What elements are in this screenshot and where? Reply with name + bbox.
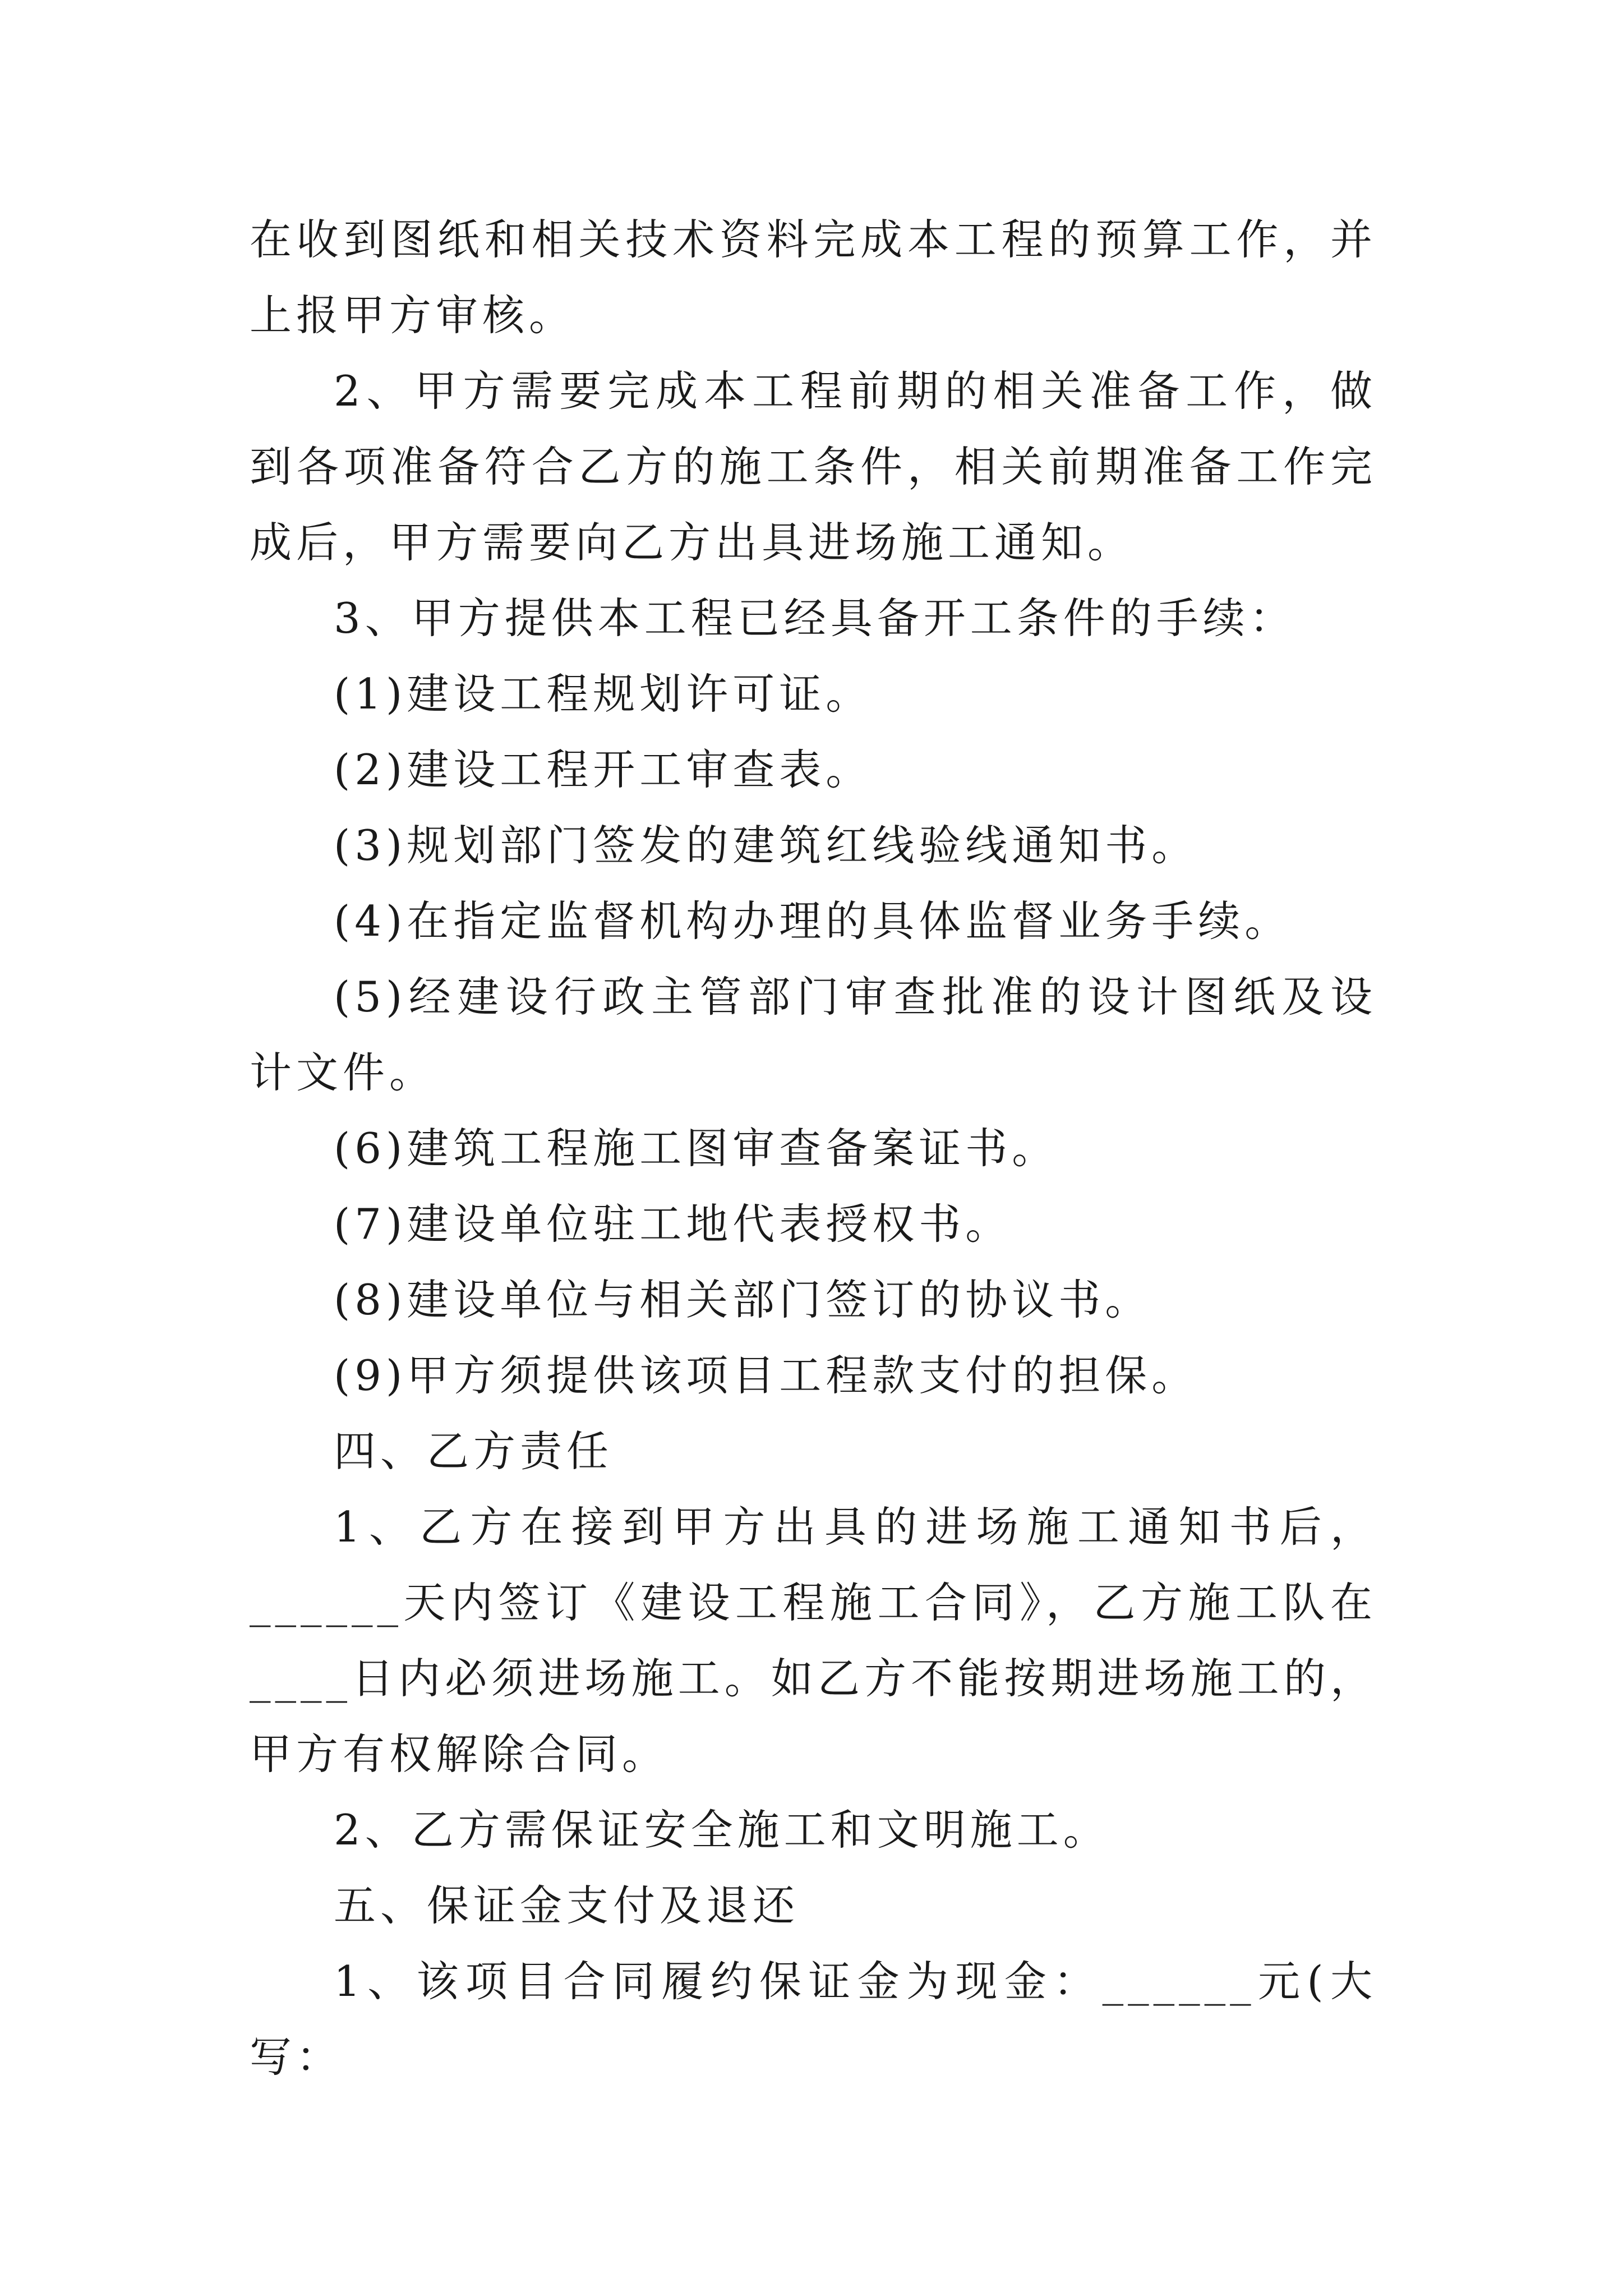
document-body [250,202,1377,2095]
paragraph-item-3: 3、甲方提供本工程已经具备开工条件的手续： [334,593,1296,643]
list-item-7: (7)建设单位驻工地代表授权书。 [334,1199,1012,1249]
list-item-2: (2)建设工程开工审查表。 [334,745,873,794]
paragraph-party-b-1: 1、乙方在接到甲方出具的进场施工通知书后，______天内签订《建设工程施工合同》，乙方施工队在____日内必须进场施工。如乙方不能按期进场施工的，甲方有权解除合同。 [250,1502,1377,1779]
paragraph-continued: 在收到图纸和相关技术资料完成本工程的预算工作，并上报甲方审核。 [250,215,1377,340]
list-item-1: (1)建设工程规划许可证。 [334,669,873,719]
paragraph-item-2: 2、甲方需要完成本工程前期的相关准备工作，做到各项准备符合乙方的施工条件，相关前期准备工作完成后，甲方需要向乙方出具进场施工通知。 [250,366,1377,567]
list-item-3: (3)规划部门签发的建筑红线验线通知书。 [334,821,1198,870]
paragraph-party-b-2: 2、乙方需保证安全施工和文明施工。 [334,1805,1110,1855]
section-heading-5: 五、保证金支付及退还 [334,1881,800,1930]
list-item-5: (5)经建设行政主管部门审查批准的设计图纸及设计文件。 [250,972,1377,1097]
list-item-4: (4)在指定监督机构办理的具体监督业务手续。 [334,896,1292,946]
paragraph-deposit-1: 1、该项目合同履约保证金为现金：______元(大写： [250,1957,1377,2082]
section-heading-4: 四、乙方责任 [334,1427,614,1476]
list-item-9: (9)甲方须提供该项目工程款支付的担保。 [334,1351,1198,1400]
list-item-6: (6)建筑工程施工图审查备案证书。 [334,1124,1059,1173]
list-item-8: (8)建设单位与相关部门签订的协议书。 [334,1275,1152,1324]
